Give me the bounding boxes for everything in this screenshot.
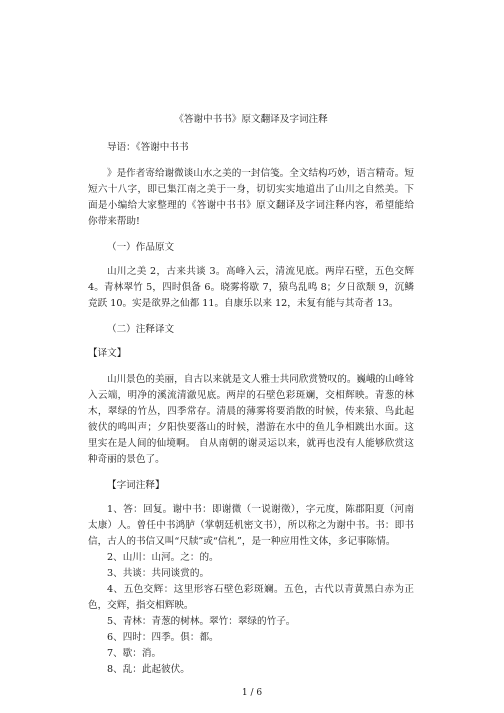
note-item: 5、青林：青葱的树林。翠竹：翠绿的竹子。	[107, 616, 296, 627]
page-title: 《答谢中书书》原文翻译及字词注释	[174, 114, 328, 125]
original-text: 山川之美 2，古来共谈 3。高峰入云，清流见底。两岸石壁，五色交辉 4。青林翠竹 5，四时俱备 6。晓雾将歇 7，猿鸟乱鸣 8；夕日欲颓 9，沉鳞竞跃 10。实是欲界之仙都 11。自康乐以来 12，未复有能与其奇者 13。	[88, 266, 414, 309]
intro-paragraph: 》是作者寄给谢微谈山水之美的一封信笺。全文结构巧妙，语言精奇。短短六十八字，即已集江南之美于一身，切切实实地道出了山川之自然美。下面是小编给大家整理的《答谢中书书》原文翻译及字词注释内容，希望能给你带来帮助!	[88, 168, 414, 227]
note-item: 2、山川：山河。之：的。	[107, 552, 219, 563]
translation-heading: 【译文】	[88, 348, 127, 359]
intro-line: 导语：《答谢中书书	[107, 142, 189, 153]
note-item: 7、歇：消。	[107, 648, 162, 659]
document-body	[88, 112, 414, 678]
notes-heading: 【字词注释】	[107, 480, 165, 491]
note-item: 8、乱：此起彼伏。	[107, 664, 190, 675]
note-item: 1、答：回复。谢中书：即谢微（一说谢徵），字元度，陈郡阳夏（河南太康）人。曾任中书鸿胪（掌朝廷机密文书），所以称之为谢中书。书：即书信，古人的书信又叫“尺牍”或“信札”，是一种应用性文体，多记事陈情。	[88, 504, 414, 547]
note-item: 3、共谈：共同谈赏的。	[107, 568, 210, 579]
translation-text: 山川景色的美丽，自古以来就是文人雅士共同欣赏赞叹的。巍峨的山峰耸入云端，明净的溪流清澈见底。两岸的石壁色彩斑斓，交相辉映。青葱的林木，翠绿的竹丛，四季常存。清晨的薄雾将要消散的时候，传来猿、鸟此起彼伏的鸣叫声；夕阳快要落山的时候，潜游在水中的鱼儿争相跳出水面。这里实在是人间的仙境啊。 自从南朝的谢灵运以来，就再也没有人能够欣赏这种奇丽的景色了。	[88, 374, 414, 465]
page-number: 1 / 6	[241, 688, 263, 698]
section-notes-heading: （二）注释译文	[107, 324, 175, 335]
note-item: 4、五色交辉：这里形容石壁色彩斑斓。五色，古代以青黄黑白赤为正色，交辉，指交相辉映。	[88, 584, 414, 611]
section-original-heading: （一）作品原文	[107, 242, 175, 253]
note-item: 6、四时：四季。俱：都。	[107, 632, 219, 643]
